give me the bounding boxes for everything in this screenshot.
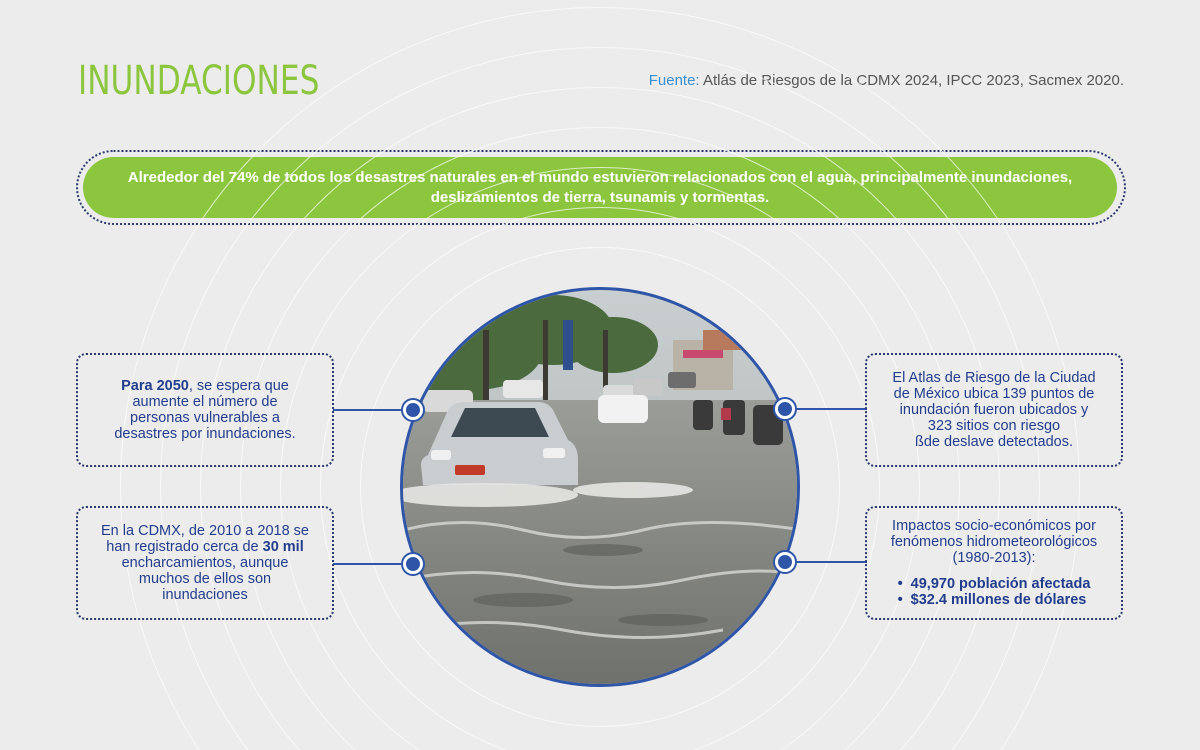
list-item: • $32.4 millones de dólares <box>898 592 1091 608</box>
info-box-right-top: El Atlas de Riesgo de la Ciudad de México ubica 139 puntos de inundación fueron ubicados y 323 sitios con riesgo ßde deslave detectados. <box>865 353 1123 467</box>
connector-dot-right-bottom <box>775 552 795 572</box>
connector-dot-left-bottom <box>403 554 423 574</box>
source-label: Fuente: <box>648 72 700 89</box>
connector-right-top <box>787 408 867 410</box>
connector-left-top <box>333 409 413 411</box>
page-title: INUNDACIONES <box>78 58 320 104</box>
info-box-right-bottom: Impactos socio-económicos por fenómenos hidrometeorológicos (1980-2013): • 49,970 población afectada • $32.4 millones de dólares <box>865 506 1123 620</box>
highlight-count: 30 mil <box>262 539 304 555</box>
list-item: • 49,970 población afectada <box>898 576 1091 592</box>
connector-right-bottom <box>787 561 867 563</box>
source-text: Atlás de Riesgos de la CDMX 2024, IPCC 2023, Sacmex 2020. <box>702 72 1124 89</box>
info-box-left-top: Para 2050, se espera que aumente el número de personas vulnerables a desastres por inundaciones. <box>76 353 334 467</box>
flooded-street-photo <box>400 287 800 687</box>
connector-dot-right-top <box>775 399 795 419</box>
connector-left-bottom <box>333 563 413 565</box>
highlight-year: Para 2050 <box>121 378 189 394</box>
banner-line-2: deslizamientos de tierra, tsunamis y tormentas. <box>430 189 770 206</box>
info-box-left-bottom: En la CDMX, de 2010 a 2018 se han registrado cerca de 30 mil encharcamientos, aunque muchos de ellos son inundaciones <box>76 506 334 620</box>
banner-line-1: Alrededor del 74% de todos los desastres naturales en el mundo estuvieron relacionados con el agua, principalmente inundaciones, <box>127 169 1073 186</box>
impact-list <box>898 576 1091 608</box>
connector-dot-left-top <box>403 400 423 420</box>
